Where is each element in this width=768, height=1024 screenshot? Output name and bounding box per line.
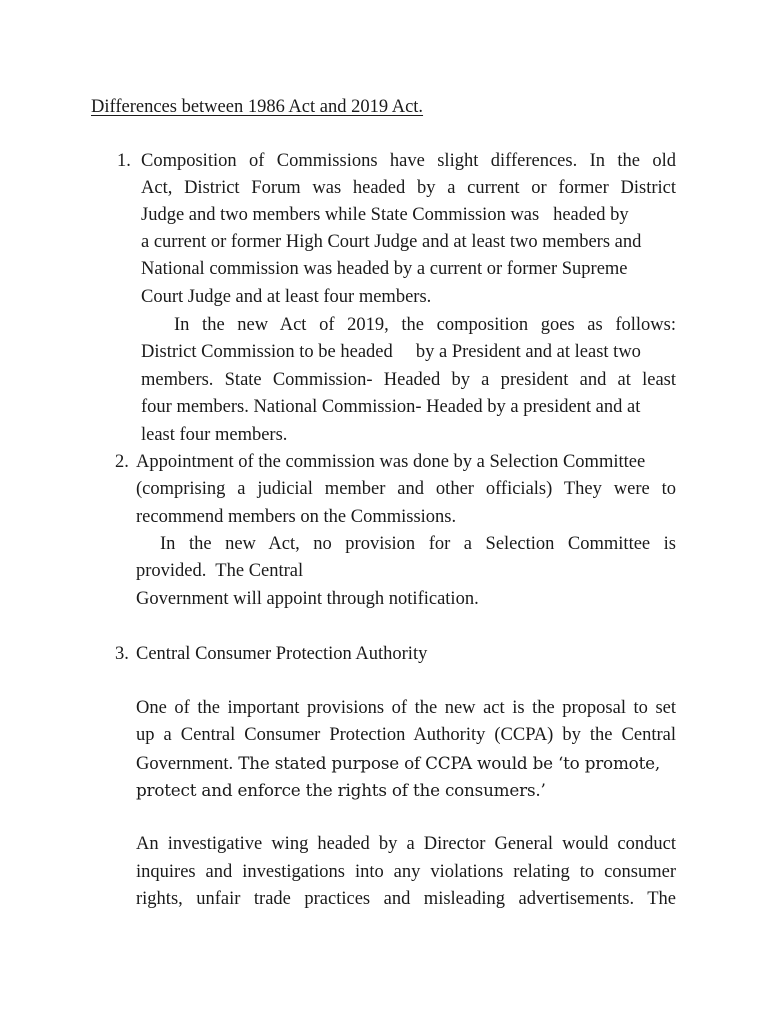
item-1-line: a current or former High Court Judge and at least two members and — [141, 232, 642, 252]
item-3-emphasis-line: protect and enforce the rights of the consumers.’ — [136, 780, 546, 800]
item-3-emphasis-text: The stated purpose of CCPA would be ‘to promote, — [233, 753, 660, 773]
item-1-line: Judge and two members while State Commission was headed by — [141, 205, 629, 225]
item-2-line: (comprising a judicial member and other officials) They were to — [136, 479, 676, 499]
item-2-line: Appointment of the commission was done by a Selection Committee — [136, 452, 646, 472]
item-1-line: Court Judge and at least four members. — [141, 287, 432, 307]
document-title: Differences between 1986 Act and 2019 Act. — [91, 97, 424, 117]
item-3-paragraph-line — [136, 752, 660, 775]
item-1-sub-line: In the new Act of 2019, the composition goes as follows: — [174, 315, 676, 335]
item-3-paragraph-line: An investigative wing headed by a Director General would conduct — [136, 834, 676, 854]
item-1-line: National commission was headed by a current or former Supreme — [141, 259, 628, 279]
item-1-line: Composition of Commissions have slight differences. In the old — [141, 151, 676, 171]
item-2-number: 2. — [115, 452, 129, 472]
item-1-sub-line: four members. National Commission- Headed by a president and at — [141, 397, 641, 417]
item-3-paragraph-line: up a Central Consumer Protection Authority (CCPA) by the Central — [136, 725, 676, 745]
item-3-heading: Central Consumer Protection Authority — [136, 644, 428, 664]
item-1-sub-line: least four members. — [141, 425, 288, 445]
item-1-number: 1. — [117, 151, 131, 171]
item-1-line: Act, District Forum was headed by a current or former District — [141, 178, 676, 198]
item-3-plain-text: Government. — [136, 754, 234, 774]
item-2-sub-line: Government will appoint through notification. — [136, 589, 479, 609]
item-1-sub-line: members. State Commission- Headed by a president and at least — [141, 370, 676, 390]
item-2-line: recommend members on the Commissions. — [136, 507, 457, 527]
item-3-number: 3. — [115, 644, 129, 664]
item-1-sub-line: District Commission to be headed by a President and at least two — [141, 342, 641, 362]
item-2-sub-line: provided. The Central — [136, 561, 304, 581]
item-3-paragraph-line: One of the important provisions of the new act is the proposal to set — [136, 698, 676, 718]
item-3-paragraph-line: rights, unfair trade practices and misleading advertisements. The — [136, 889, 676, 909]
item-2-sub-line: In the new Act, no provision for a Selection Committee is — [160, 534, 676, 554]
item-3-paragraph-line: inquires and investigations into any violations relating to consumer — [136, 862, 676, 882]
